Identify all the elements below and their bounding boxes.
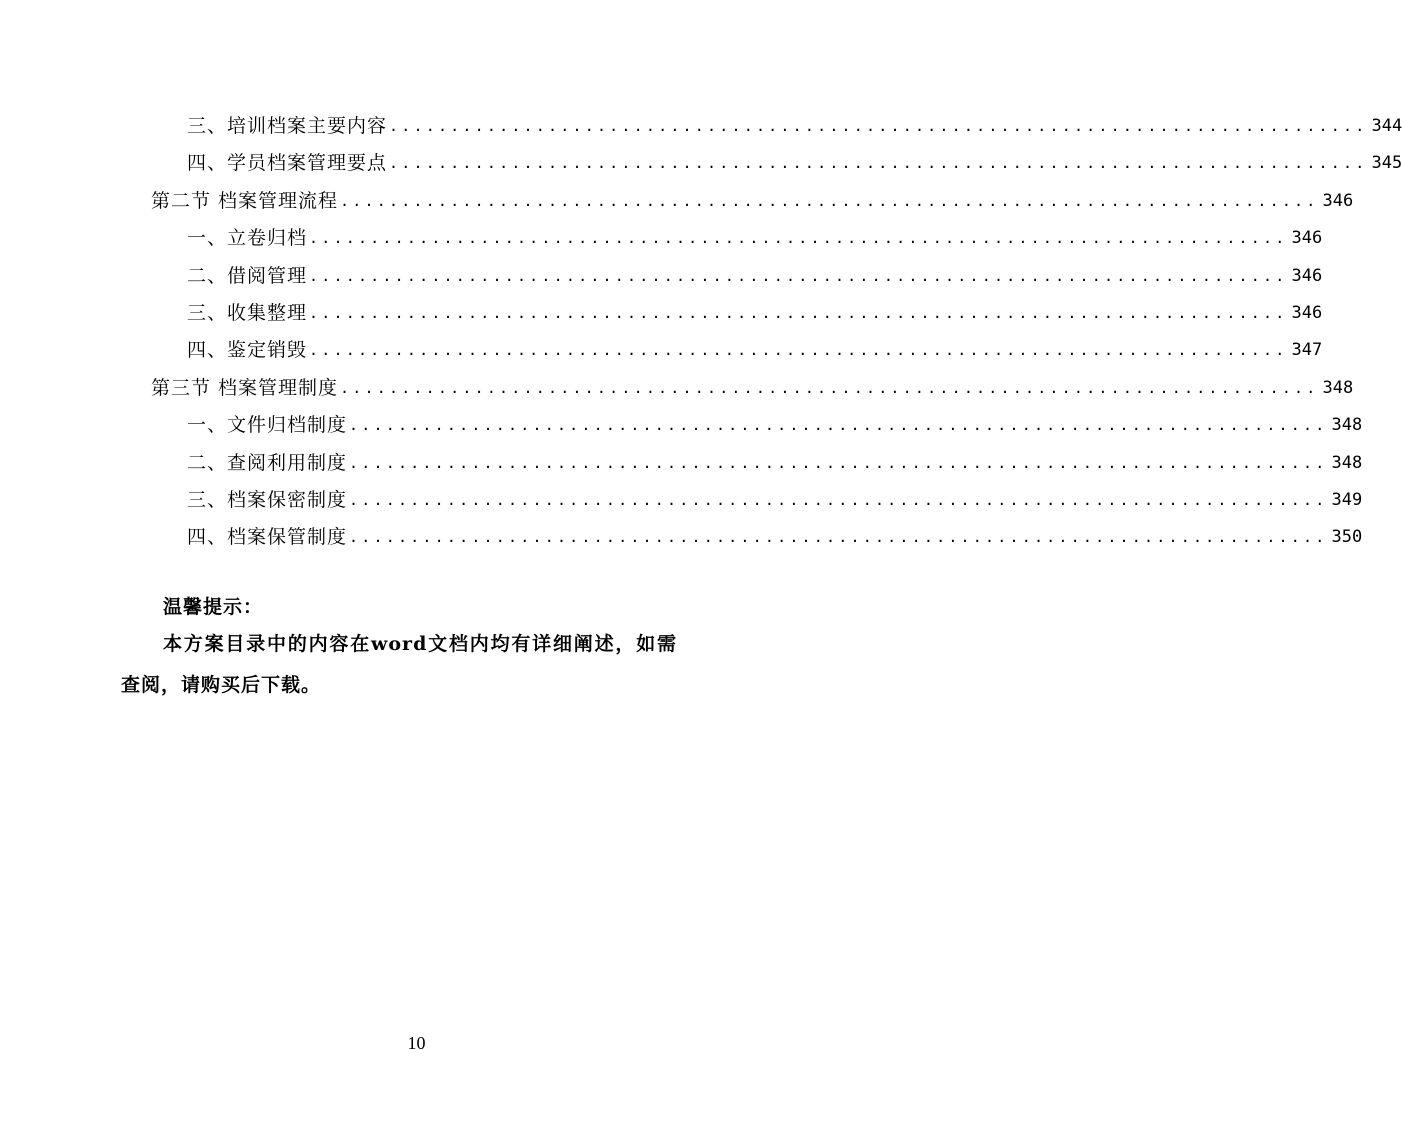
tip-heading: 温馨提示： — [163, 596, 264, 618]
toc-page-number: 350 — [1331, 527, 1363, 548]
toc-section-entry — [151, 175, 1354, 212]
toc-entry-title: 三、档案保密制度 — [187, 489, 348, 511]
toc-entry-title: 三、培训档案主要内容 — [187, 115, 388, 137]
toc-dot-leader: ................................................................................ — [340, 191, 1319, 210]
page-number: 10 — [407, 1033, 426, 1053]
toc-section-entry — [151, 362, 1354, 399]
toc-entry-title: 三、收集整理 — [187, 302, 308, 324]
toc-dot-leader: ................................................................................ — [309, 229, 1288, 248]
toc-dot-leader: ................................................................................ — [349, 491, 1328, 509]
toc-page-number: 346 — [1291, 228, 1323, 249]
toc-subsection-entry — [187, 399, 1363, 437]
toc-entry-title: 四、档案保管制度 — [187, 526, 348, 549]
toc-subsection-entry — [187, 324, 1323, 362]
toc-entry-title: 二、借阅管理 — [187, 264, 308, 287]
toc-entry-title: 二、查阅利用制度 — [187, 451, 348, 474]
toc-page-number: 344 — [1371, 116, 1402, 136]
toc-page-number: 346 — [1291, 265, 1323, 286]
toc-dot-leader: ................................................................................ — [349, 416, 1328, 435]
toc-subsection-entry — [187, 287, 1323, 324]
toc-entry-title: 四、鉴定销毁 — [187, 339, 308, 362]
toc-page-number: 345 — [1371, 153, 1402, 174]
toc-subsection-entry — [187, 100, 1402, 137]
toc-dot-leader: ................................................................................ — [309, 341, 1288, 360]
toc-dot-leader: ................................................................................ — [309, 266, 1288, 285]
toc-entry-title: 第二节 档案管理流程 — [151, 189, 339, 212]
toc-page-number: 346 — [1291, 303, 1323, 323]
toc-subsection-entry — [187, 474, 1363, 511]
toc-entry-title: 第三节 档案管理制度 — [151, 376, 339, 399]
toc-subsection-entry — [187, 437, 1363, 474]
toc-dot-leader: ................................................................................ — [340, 378, 1319, 397]
toc-page-number: 348 — [1331, 452, 1363, 473]
toc-entry-title: 一、立卷归档 — [187, 227, 308, 250]
tip-body: 本方案目录中的内容在word文档内均有详细阐述，如需查阅，请购买后下载。 — [121, 633, 677, 696]
toc-dot-leader: ................................................................................ — [349, 453, 1328, 472]
toc-subsection-entry — [187, 137, 1402, 175]
toc-subsection-entry — [187, 250, 1323, 287]
toc-page-number: 348 — [1331, 415, 1363, 436]
toc-subsection-entry — [187, 511, 1363, 549]
toc-page-number: 349 — [1331, 490, 1363, 510]
toc-page-number: 346 — [1322, 190, 1354, 211]
toc-page-number: 347 — [1291, 340, 1323, 361]
toc-entry-title: 一、文件归档制度 — [187, 414, 348, 437]
toc-subsection-entry — [187, 212, 1323, 250]
toc-entry-title: 四、学员档案管理要点 — [187, 152, 388, 175]
toc-dot-leader: ................................................................................ — [389, 154, 1368, 173]
toc-dot-leader: ................................................................................ — [309, 304, 1288, 322]
toc-page-number: 348 — [1322, 377, 1354, 398]
toc-dot-leader: ................................................................................ — [389, 117, 1368, 135]
toc-dot-leader: ................................................................................ — [349, 528, 1328, 547]
